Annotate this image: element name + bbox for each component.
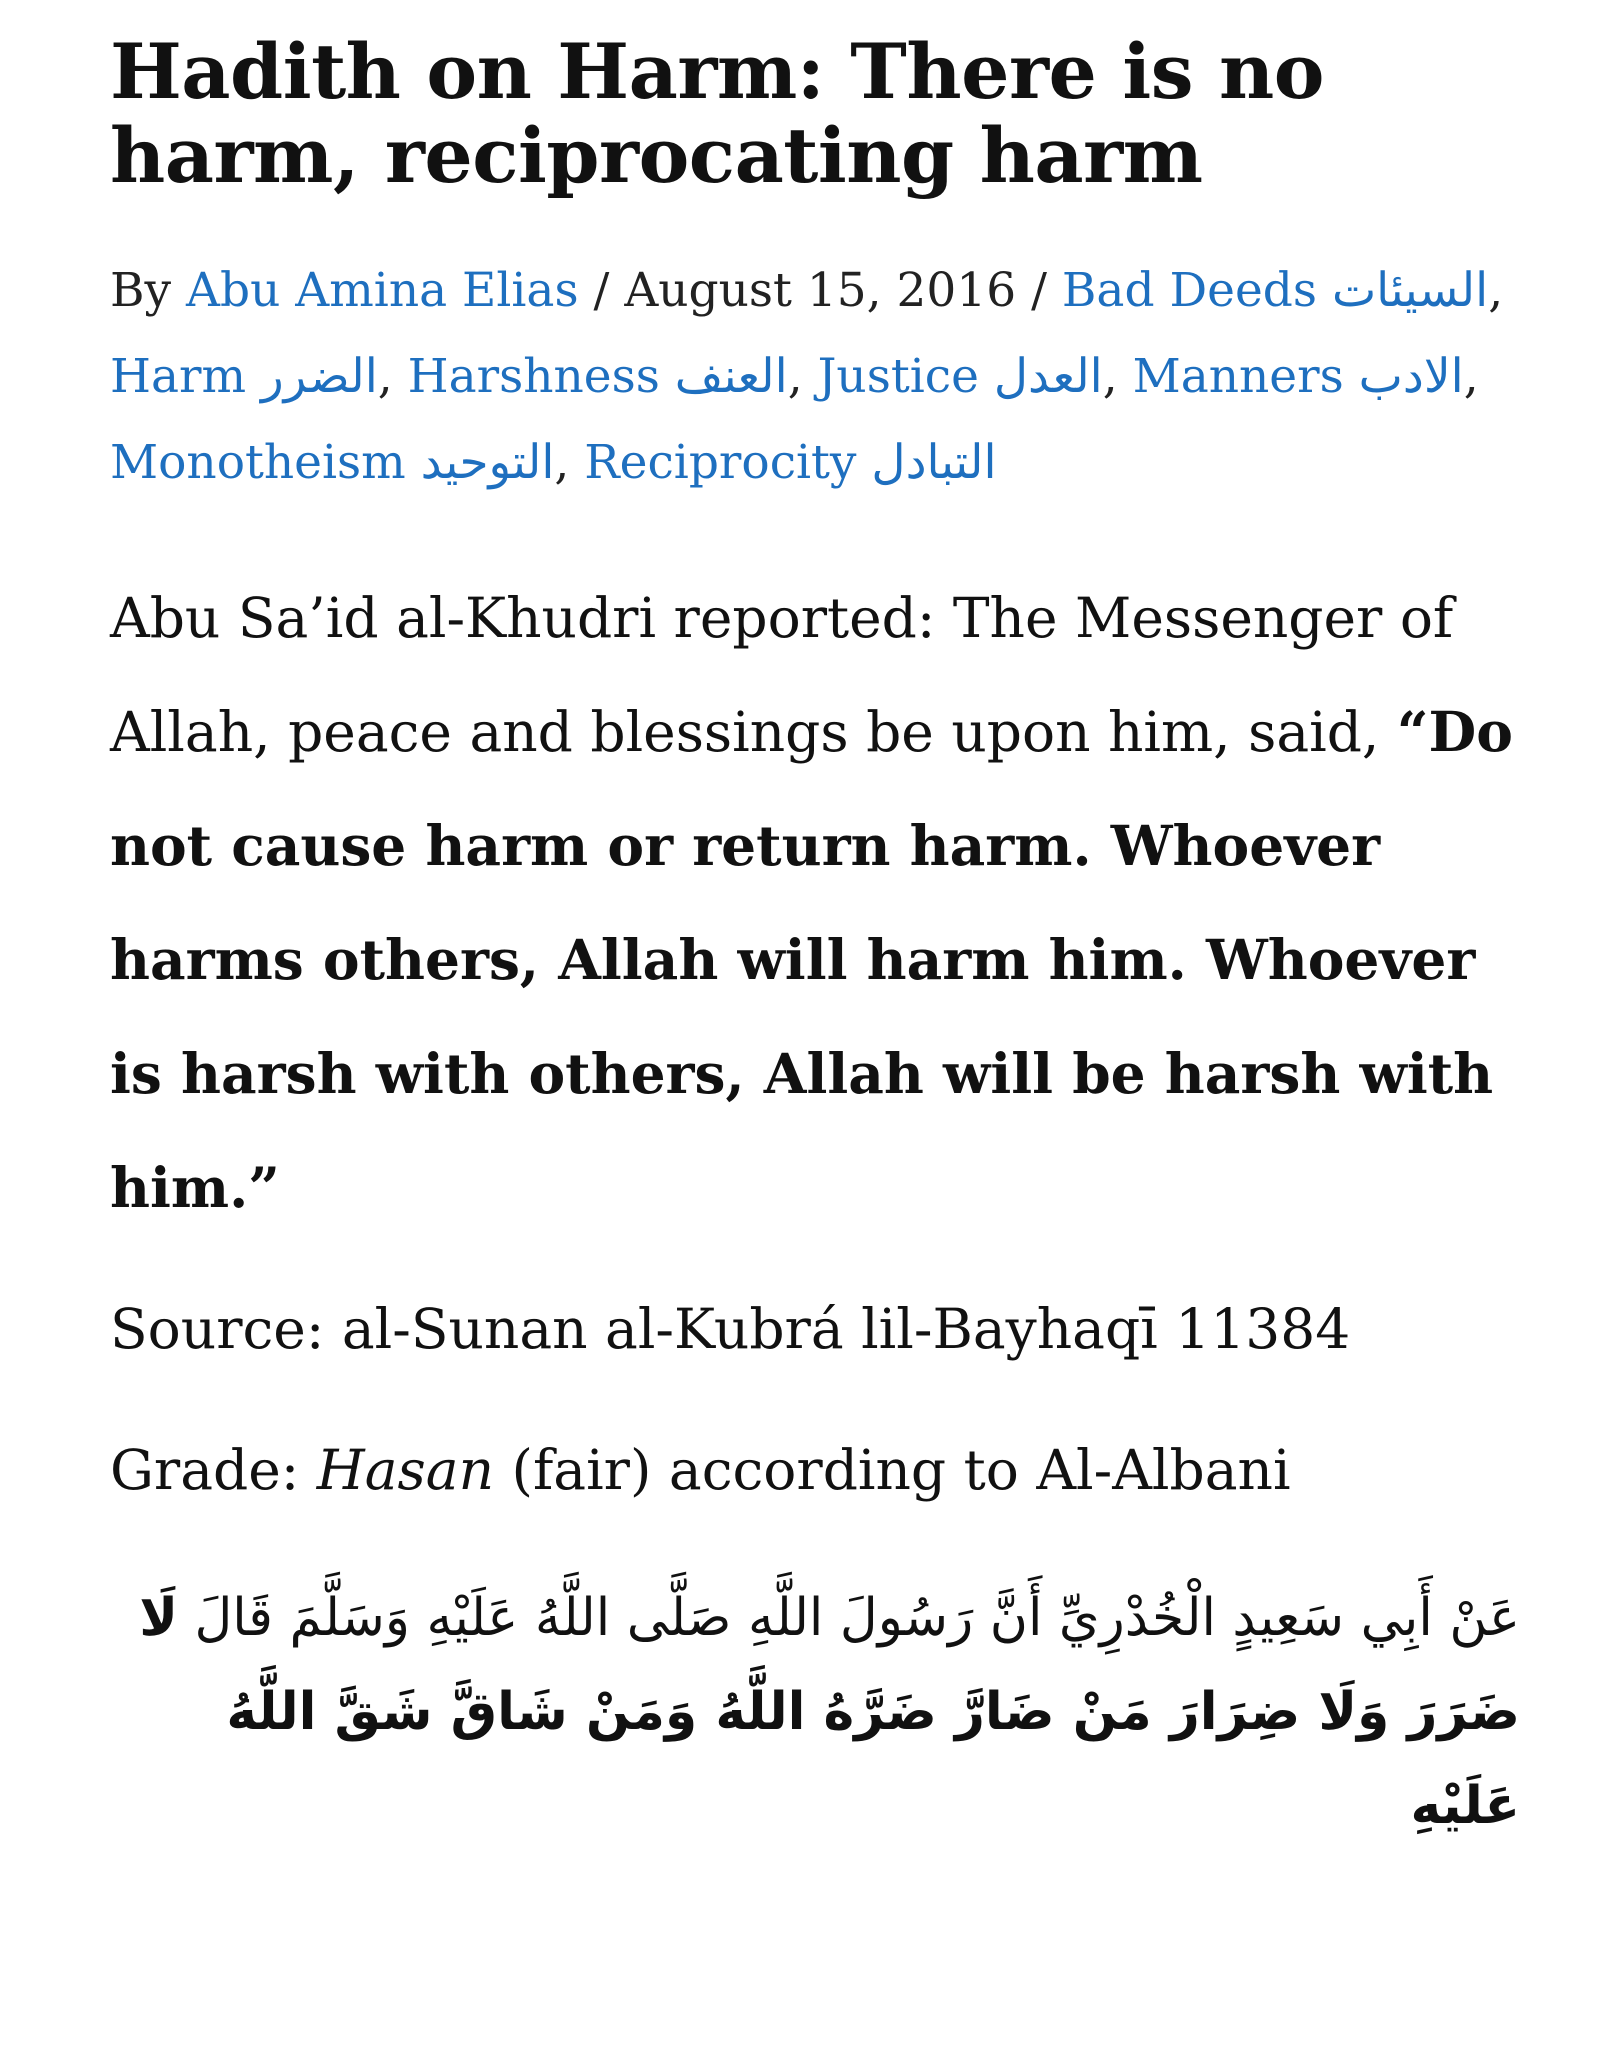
- category-link-harshness[interactable]: Harshness العنف: [407, 349, 788, 404]
- by-label: By: [110, 263, 172, 318]
- hadith-quote: “Do not cause harm or return harm. Whoever harms others, Allah will harm him. Whoever is harsh with others, Allah will be harsh with him.”: [110, 699, 1513, 1220]
- post-date: August 15, 2016: [624, 263, 1017, 318]
- category-link-manners[interactable]: Manners الادب: [1132, 349, 1464, 404]
- grade-value: Hasan: [316, 1438, 494, 1502]
- meta-separator: /: [593, 263, 610, 318]
- hadith-source: Source: al-Sunan al-Kubrá lil-Bayhaqī 11384: [110, 1297, 1351, 1361]
- category-comma: ,: [377, 349, 393, 404]
- hadith-grade: [110, 1414, 1520, 1527]
- grade-rest: (fair) according to Al-Albani: [494, 1438, 1291, 1502]
- category-link-monotheism[interactable]: Monotheism التوحيد: [110, 435, 555, 490]
- category-link-reciprocity[interactable]: Reciprocity التبادل: [584, 435, 997, 490]
- hadith-english: [110, 562, 1520, 1245]
- category-comma: ,: [1102, 349, 1118, 404]
- hadith-arabic: [110, 1571, 1520, 1853]
- article-content: [110, 562, 1520, 1853]
- category-comma: ,: [554, 435, 570, 490]
- article: [110, 27, 1520, 1853]
- post-meta: [110, 248, 1520, 506]
- meta-separator: /: [1031, 263, 1047, 318]
- page-title: Hadith on Harm: There is no harm, reciprocating harm: [110, 27, 1324, 200]
- category-link-harm[interactable]: Harm الضرر: [110, 349, 378, 404]
- author-link[interactable]: Abu Amina Elias: [186, 263, 579, 318]
- category-comma: ,: [787, 349, 803, 404]
- category-comma: ,: [1463, 349, 1479, 404]
- grade-label: Grade:: [110, 1438, 317, 1502]
- category-link-justice[interactable]: Justice العدل: [817, 349, 1103, 404]
- category-link-bad-deeds[interactable]: Bad Deeds السيئات: [1061, 263, 1489, 318]
- arabic-quote: لَا ضَرَرَ وَلَا ضِرَارَ مَنْ ضَارَّ ضَرَّهُ اللَّهُ وَمَنْ شَاقَّ شَقَّ اللَّهُ عَلَيْهِ: [139, 1588, 1520, 1836]
- arabic-narration: عَنْ أَبِي سَعِيدٍ الْخُدْرِيِّ أَنَّ رَسُولَ اللَّهِ صَلَّى اللَّهُ عَلَيْهِ وَسَلَّمَ قَالَ: [177, 1588, 1520, 1648]
- hadith-intro: Abu Sa’id al-Khudri reported: The Messenger of Allah, peace and blessings be upon him, said,: [110, 586, 1454, 764]
- category-comma: ,: [1488, 263, 1504, 318]
